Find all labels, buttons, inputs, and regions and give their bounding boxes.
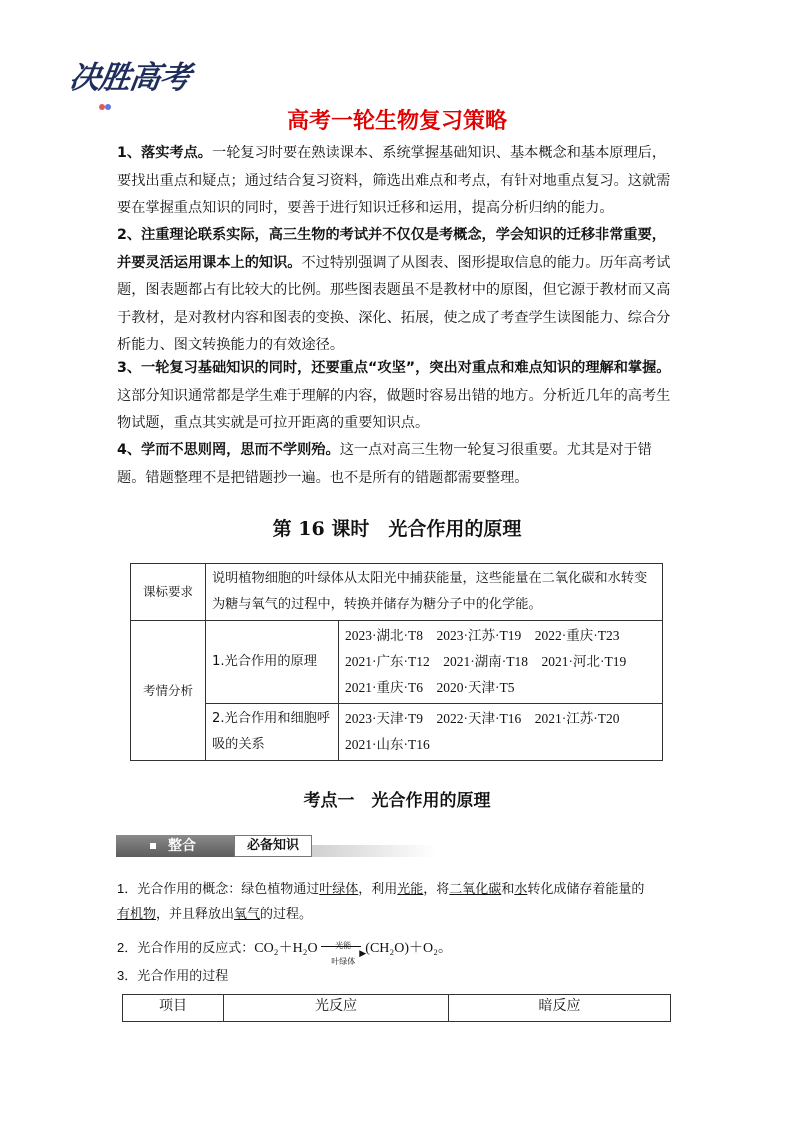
table-cell-exams xyxy=(339,621,663,704)
banner-main: 整合 xyxy=(116,835,234,857)
table-cell-label: 课标要求 xyxy=(131,564,206,621)
exam-line: 2021·山东·T16 xyxy=(345,737,430,752)
strategy-item-4: 4、学而不思则罔，思而不学则殆。这一点对高三生物一轮复习很重要。尤其是对于错题。错题整理不是把错题抄一遍。也不是所有的错题都需要整理。 xyxy=(117,442,652,486)
page-title: 高考一轮生物复习策略 xyxy=(286,109,507,134)
exam-line: 2023·天津·T9 2022·天津·T16 2021·江苏·T20 xyxy=(345,711,620,726)
table-cell-topic: 2.光合作用和细胞呼吸的关系 xyxy=(206,704,339,761)
exam-line: 2021·重庆·T6 2020·天津·T5 xyxy=(345,680,515,695)
exam-line: 2023·湖北·T8 2023·江苏·T19 2022·重庆·T23 xyxy=(345,628,620,643)
process-table xyxy=(122,994,671,1022)
curriculum-table xyxy=(130,563,663,761)
table-cell-standard: 说明植物细胞的叶绿体从太阳光中捕获能量，这些能量在二氧化碳和水转变为糖与氧气的过程中，转换并储存为糖分子中的化学能。 xyxy=(206,564,663,621)
knowledge-item-1: 1．光合作用的概念：绿色植物通过叶绿体，利用光能，将二氧化碳和水转化成储存着能量的 有机物，并且释放出氧气的过程。 xyxy=(117,881,645,921)
logo-text: 决胜高考 xyxy=(66,60,193,96)
table-row xyxy=(131,564,663,621)
table-cell-exams xyxy=(339,704,663,761)
section-title: 考点一 光合作用的原理 xyxy=(303,791,491,811)
formula-left: CO₂＋H₂O xyxy=(254,941,318,956)
table-cell-topic: 1.光合作用的原理 xyxy=(206,621,339,704)
table-header: 项目 xyxy=(123,995,224,1022)
strategy-item-3: 3、一轮复习基础知识的同时，还要重点“攻坚”，突出对重点和难点知识的理解和掌握。这部分知识通常都是学生难于理解的内容，做题时容易出错的地方。分析近几年的高考生物试题，重点其实就是可拉开距离的重要知识点。 xyxy=(117,360,671,431)
table-row xyxy=(123,995,671,1022)
reaction-arrow-icon: 光能 ▶ 叶绿体 xyxy=(321,939,365,959)
section-banner xyxy=(116,835,436,859)
exam-line: 2021·广东·T12 2021·湖南·T18 2021·河北·T19 xyxy=(345,654,627,669)
table-row xyxy=(131,704,663,761)
knowledge-item-3: 3．光合作用的过程 xyxy=(117,968,229,983)
strategy-item-2: 2、注重理论联系实际，高三生物的考试并不仅仅是考概念，学会知识的迁移非常重要，并要灵活运用课本上的知识。不过特别强调了从图表、图形提取信息的能力。历年高考试题，图表题都占有比较大的比例。那些图表题虽不是教材中的原图，但它源于教材而又高于教材，是对教材内容和图表的变换、深化、拓展，使之成了考查学生读图能力、综合分析能力、图文转换能力的有效途径。 xyxy=(117,227,671,353)
strategy-item-1: 1、落实考点。一轮复习时要在熟读课本、系统掌握基础知识、基本概念和基本原理后，要找出重点和疑点；通过结合复习资料，筛选出难点和考点，有针对地重点复习。这就需要在掌握重点知识的同时，要善于进行知识迁移和运用，提高分析归纳的能力。 xyxy=(117,145,671,216)
formula-right: (CH₂O)＋O₂。 xyxy=(365,941,453,956)
knowledge-item-2: 2．光合作用的反应式：CO₂＋H₂O 光能 ▶ 叶绿体 (CH₂O)＋O₂。 xyxy=(117,940,453,966)
banner-divider xyxy=(312,845,436,857)
table-row xyxy=(131,621,663,704)
banner-tab: 必备知识 xyxy=(234,835,312,857)
lesson-title: 第 16 课时 光合作用的原理 xyxy=(272,518,522,540)
square-icon xyxy=(150,843,156,849)
table-header: 光反应 xyxy=(224,995,449,1022)
table-cell-label: 考情分析 xyxy=(131,621,206,761)
table-header: 暗反应 xyxy=(449,995,671,1022)
